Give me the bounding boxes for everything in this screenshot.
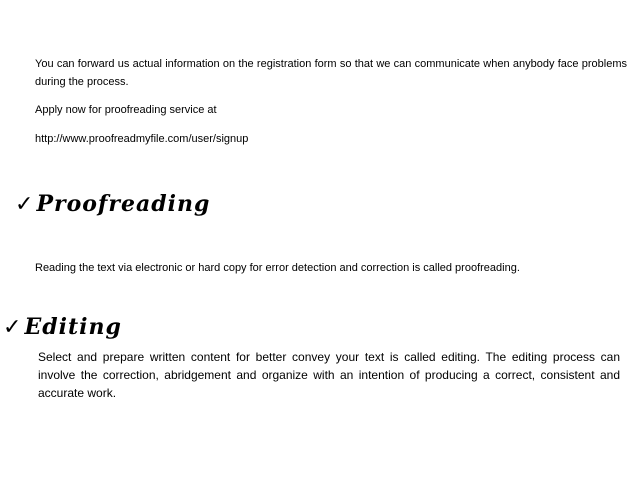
editing-heading-row — [3, 312, 122, 343]
editing-description: Select and prepare written content for better convey your text is called editing. The editing process can involve the correction, abridgement and organize with an intention of producing a correct, consistent and accurate work. — [38, 350, 620, 400]
proofreading-heading-row — [15, 189, 210, 220]
check-mark-icon: ✓ — [15, 192, 35, 217]
check-mark-icon: ✓ — [3, 315, 23, 340]
editing-heading: Editing — [24, 314, 122, 340]
proofreading-heading: Proofreading — [36, 191, 211, 217]
apply-text: Apply now for proofreading service at — [35, 104, 217, 116]
signup-url: http://www.proofreadmyfile.com/user/signup — [35, 133, 249, 145]
intro-paragraph: You can forward us actual information on the registration form so that we can communicate when anybody face problems during the process. — [35, 58, 627, 88]
proofreading-description: Reading the text via electronic or hard copy for error detection and correction is called proofreading. — [35, 262, 520, 274]
